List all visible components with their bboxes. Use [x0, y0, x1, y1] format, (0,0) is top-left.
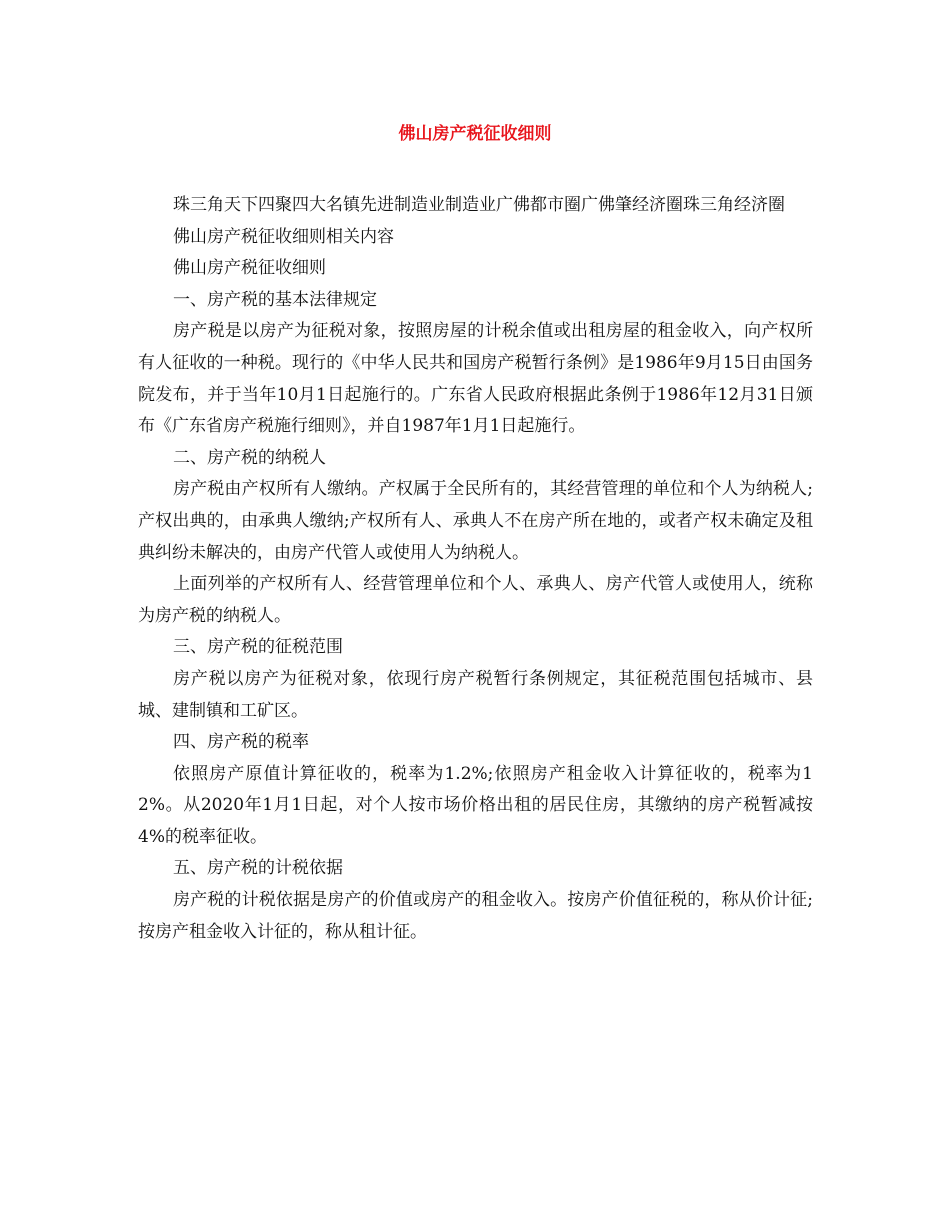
section-2-text-cont: 上面列举的产权所有人、经营管理单位和个人、承典人、房产代管人或使用人，统称为房产税的纳税人。 — [138, 574, 813, 626]
related-content-label: 佛山房产税征收细则相关内容 — [173, 226, 394, 247]
section-1-text: 房产税是以房产为征税对象，按照房屋的计税余值或出租房屋的租金收入，向产权所有人征收的一种税。现行的《中华人民共和国房产税暂行条例》是1986年9月15日由国务院发布，并于当年10月1日起施行的。广东省人民政府根据此条例于1986年12月31日颁布《广东省房产税施行细则》，并自1987年1月1日起施行。 — [138, 321, 813, 437]
section-heading-3: 三、房产税的征税范围 — [173, 637, 343, 658]
section-heading-2: 二、房产税的纳税人 — [173, 447, 326, 468]
section-5-text: 房产税的计税依据是房产的价值或房产的租金收入。按房产价值征税的，称从价计征;按房产租金收入计征的，称从租计征。 — [138, 890, 813, 942]
section-heading-main: 佛山房产税征收细则 — [173, 258, 326, 279]
document-body — [138, 190, 813, 948]
document-title: 佛山房产税征收细则 — [398, 124, 552, 144]
intro-keywords: 珠三角天下四聚四大名镇先进制造业制造业广佛都市圈广佛肇经济圈珠三角经济圈 — [173, 195, 785, 215]
section-2-text: 房产税由产权所有人缴纳。产权属于全民所有的，其经营管理的单位和个人为纳税人;产权出典的，由承典人缴纳;产权所有人、承典人不在房产所在地的，或者产权未确定及租典纠纷未解决的，由房产代管人或使用人为纳税人。 — [138, 479, 813, 563]
section-4-text: 依照房产原值计算征收的，税率为1.2%;依照房产租金收入计算征收的，税率为12%。从2020年1月1日起，对个人按市场价格出租的居民住房，其缴纳的房产税暂减按4%的税率征收。 — [138, 763, 813, 847]
section-heading-5: 五、房产税的计税依据 — [173, 858, 343, 879]
section-heading-4: 四、房产税的税率 — [173, 732, 309, 753]
section-3-text: 房产税以房产为征税对象，依现行房产税暂行条例规定，其征税范围包括城市、县城、建制镇和工矿区。 — [138, 668, 813, 721]
section-heading-1: 一、房产税的基本法律规定 — [173, 289, 377, 310]
